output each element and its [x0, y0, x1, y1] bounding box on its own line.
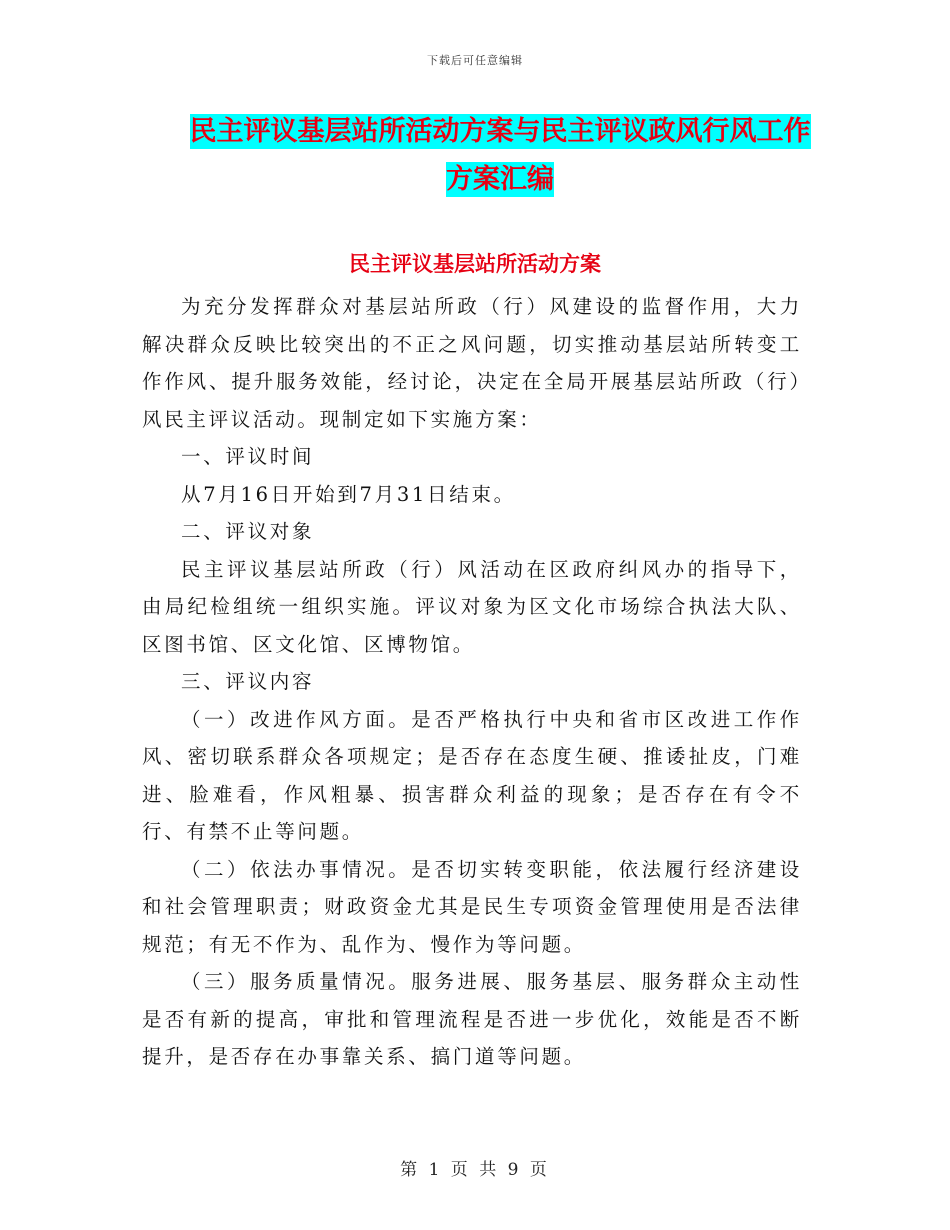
heading-time: 一、评议时间 — [181, 445, 315, 468]
paragraph-content-2: （二）依法办事情况。是否切实转变职能，依法履行经济建设和社会管理职责；财政资金尤其是民生专项资金管理使用是否法律规范；有无不作为、乱作为、慢作为等问题。 — [142, 857, 802, 956]
heading-target: 二、评议对象 — [181, 520, 315, 543]
paragraph-content-3: （三）服务质量情况。服务进展、服务基层、服务群众主动性是否有新的提高，审批和管理流程是否进一步优化，效能是否不断提升，是否存在办事靠关系、搞门道等问题。 — [142, 970, 802, 1068]
document-title-line2: 方案汇编 — [446, 164, 554, 195]
paragraph-intro: 为充分发挥群众对基层站所政（行）风建设的监督作用，大力解决群众反映比较突出的不正之风问题，切实推动基层站所转变工作作风、提升服务效能，经讨论，决定在全局开展基层站所政（行）风民主评议活动。现制定如下实施方案： — [142, 295, 802, 431]
paragraph-content-1: （一）改进作风方面。是否严格执行中央和省市区改进工作作风、密切联系群众各项规定；是否存在态度生硬、推诿扯皮，门难进、脸难看，作风粗暴、损害群众利益的现象；是否存在有令不行、有禁不止等问题。 — [142, 707, 802, 843]
document-title-line1: 民主评议基层站所活动方案与民主评议政风行风工作 — [189, 116, 811, 147]
page-footer: 第 1 页 共 9 页 — [400, 1160, 550, 1180]
section-title: 民主评议基层站所活动方案 — [349, 251, 601, 276]
heading-content: 三、评议内容 — [181, 670, 315, 693]
document-body — [142, 288, 802, 1076]
paragraph-target: 民主评议基层站所政（行）风活动在区政府纠风办的指导下，由局纪检组统一组织实施。评议对象为区文化市场综合执法大队、区图书馆、区文化馆、区博物馆。 — [142, 557, 802, 656]
header-note: 下载后可任意编辑 — [427, 54, 523, 67]
paragraph-time: 从7月16日开始到7月31日结束。 — [181, 482, 516, 506]
document-title — [150, 108, 850, 204]
